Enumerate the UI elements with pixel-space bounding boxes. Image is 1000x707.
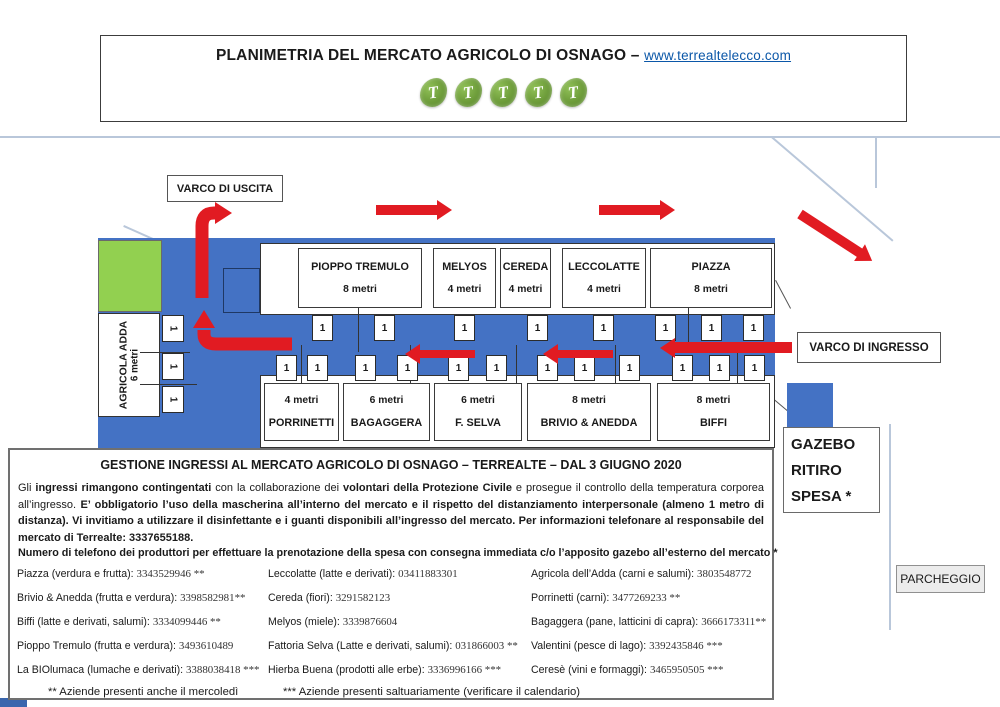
producer-phone: 3343529946 ** [136, 568, 205, 580]
spot-label: 1 [283, 362, 290, 374]
flow-arrow-right-2 [599, 200, 675, 220]
site-link[interactable]: www.terrealtelecco.com [644, 48, 792, 63]
producer-phone: 03411883301 [398, 568, 458, 580]
spot-label: 1 [314, 362, 321, 374]
stall [264, 383, 339, 441]
spot-label: 1 [679, 362, 686, 374]
producer-phone: 031866003 ** [455, 640, 518, 652]
info-title: GESTIONE INGRESSI AL MERCATO AGRICOLO DI OSNAGO – TERREALTE – DAL 3 GIUGNO 2020 [100, 458, 682, 472]
spot-marker [162, 353, 184, 380]
spot-label: 1 [493, 362, 500, 374]
leaf-letter: T [531, 81, 545, 103]
producer-label: Ceresè (vini e formaggi): [531, 664, 650, 676]
spot-label: 1 [404, 362, 411, 374]
producer-label: Leccolatte (latte e derivati): [268, 568, 399, 580]
terrealte-leaf-logo [560, 78, 587, 107]
road-line-vertical-right [889, 424, 891, 630]
terrealte-leaf-logo [420, 78, 447, 107]
spot-label: 1 [662, 322, 669, 334]
stall-size: 8 metri [694, 284, 728, 296]
stall-agricola-adda [98, 313, 160, 417]
producer-entry [531, 640, 723, 652]
leader-entry-diagonal [775, 280, 791, 309]
producer-label: Hierba Buena (prodotti alle erbe): [268, 664, 428, 676]
spot-label: 1 [708, 322, 715, 334]
producer-entry [531, 592, 680, 604]
producer-entry [17, 592, 245, 604]
stall-size: 4 metri [508, 284, 543, 296]
spot-label: 1 [581, 362, 588, 374]
producer-label: Valentini (pesce di lago): [531, 640, 650, 652]
gazebo-line-1: GAZEBO [791, 436, 856, 453]
spot-marker [744, 355, 765, 381]
producer-row [10, 568, 772, 592]
producer-label: Fattoria Selva (Latte e derivati, salumi): [268, 640, 456, 652]
producer-entry [268, 664, 501, 676]
spot-label: 1 [751, 362, 758, 374]
spot-marker [593, 315, 614, 341]
producer-entry [17, 616, 221, 628]
turn-arrow [190, 310, 292, 352]
stall-size: 4 metri [447, 284, 482, 296]
stall-name: BRIVIO & ANEDDA [540, 417, 638, 429]
stall-name: PIOPPO TREMULO [311, 260, 409, 273]
producer-phone: 3477269233 ** [612, 592, 681, 604]
spot-label: 1 [461, 322, 468, 334]
spot-marker [374, 315, 395, 341]
exit-arrow [188, 202, 232, 298]
info-paragraph: Gli ingressi rimangono contingentati con la collaborazione dei volontari della Protezione Civile e prosegue il controllo della temperatura corporea all’ingresso. E’ obbligatorio l’uso della mascherina all’interno del mercato e il rispetto del distanziamento interpersonale (almeno 1 metro di distanza). Vi invitiamo a utilizzare il disinfettante e i guanti disponibili all’ingresso del mercato. Per informazioni telefonare al responsabile del mercato di Terrealte: 3337655188. [18, 482, 765, 544]
spot-label: 1 [167, 325, 179, 332]
page-title-text: PLANIMETRIA DEL MERCATO AGRICOLO DI OSNAGO – [215, 47, 640, 64]
stall-name: CEREDA [502, 260, 549, 273]
producer-label: La BIOlumaca (lumache e derivati): [17, 664, 186, 676]
terrealte-leaf-logo [525, 78, 552, 107]
stall [650, 248, 772, 308]
spot-marker [355, 355, 376, 381]
spot-label: 1 [716, 362, 723, 374]
leaf-letter: T [461, 81, 475, 103]
producer-entry [268, 616, 397, 628]
producer-entry [268, 640, 518, 652]
stall-name: F. SELVA [455, 417, 501, 429]
producer-phone: 3388038418 *** [185, 664, 260, 676]
spot-marker [162, 386, 184, 413]
producer-entry [17, 640, 233, 652]
stall [434, 383, 522, 441]
stall-name: PIAZZA [691, 260, 731, 273]
spot-label: 1 [626, 362, 633, 374]
producer-row [10, 640, 772, 664]
lane-arrow-left-1 [405, 345, 475, 363]
exit-gate-label: VARCO DI USCITA [167, 175, 283, 202]
producer-phone: 3336996166 *** [427, 664, 502, 676]
producer-rows [10, 568, 772, 688]
spot-marker [672, 355, 693, 381]
producer-entry [268, 592, 390, 604]
leaf-letter: T [496, 81, 510, 103]
stall [433, 248, 496, 308]
producer-phone: 3291582123 [335, 592, 391, 604]
producer-label: Agricola dell’Adda (carni e salumi): [531, 568, 698, 580]
entry-arrow [660, 337, 792, 358]
leaf-letter: T [566, 81, 580, 103]
producer-phone: 3803548772 [697, 568, 752, 580]
stall [500, 248, 551, 308]
producer-row [10, 616, 772, 640]
spot-marker [527, 315, 548, 341]
spot-label: 1 [455, 362, 462, 374]
producer-entry [17, 568, 205, 580]
spot-label: 1 [534, 322, 541, 334]
producer-label: Piazza (verdura e frutta): [17, 568, 137, 580]
stall [657, 383, 770, 441]
producer-label: Brivio & Anedda (frutta e verdura): [17, 592, 181, 604]
producer-row [10, 664, 772, 688]
stall-name: PORRINETTI [268, 417, 335, 429]
stall-name: BAGAGGERA [350, 417, 423, 429]
stall-size: 4 metri [284, 395, 319, 406]
stall-size: 8 metri [343, 284, 377, 296]
spot-label: 1 [600, 322, 607, 334]
stall-size: 4 metri [587, 284, 621, 296]
spot-label: 1 [381, 322, 388, 334]
spot-marker [162, 315, 184, 342]
gazebo-line-2: RITIRO [791, 461, 842, 479]
footnotes [10, 686, 772, 704]
parking-label: PARCHEGGIO [896, 565, 985, 593]
leaf-letter: T [426, 81, 440, 103]
producer-phone: 3493610489 [178, 640, 234, 652]
road-line-vertical-top [875, 136, 877, 188]
producer-entry [531, 568, 752, 580]
stall-size: 6 metri [129, 348, 141, 382]
entry-gate-label: VARCO DI INGRESSO [797, 332, 941, 363]
spot-marker [709, 355, 730, 381]
stall [527, 383, 651, 441]
gazebo-line-3: SPESA * [791, 487, 852, 505]
stall-name: AGRICOLA ADDA [117, 320, 130, 410]
stall-size: 8 metri [572, 395, 606, 406]
footnote-occasional: *** Aziende presenti saltuariamente (verificare il calendario) [283, 686, 581, 698]
stall-size: 6 metri [461, 395, 495, 406]
stall [343, 383, 430, 441]
stall [298, 248, 422, 308]
info-box [8, 448, 778, 700]
green-area [98, 240, 162, 312]
producer-phone: 3339876604 [342, 616, 398, 628]
footnote-wednesday: ** Aziende presenti anche il mercoledì [48, 686, 239, 698]
stall-name: LECCOLATTE [568, 260, 640, 273]
producer-label: Porrinetti (carni): [531, 592, 613, 604]
producer-phone: 3666173311** [701, 616, 767, 628]
spot-marker [619, 355, 640, 381]
producer-entry [268, 568, 458, 580]
lane-arrow-left-2 [543, 345, 613, 363]
stall [562, 248, 646, 308]
spot-label: 1 [167, 396, 179, 403]
terrealte-leaf-logo [455, 78, 482, 107]
road-line-horizontal [0, 136, 1000, 138]
stall-size: 8 metri [696, 395, 731, 406]
producer-label: Pioppo Tremulo (frutta e verdura): [17, 640, 179, 652]
reservation-note: Numero di telefono dei produttori per effettuare la prenotazione della spesa con consegna immediata c/o l’apposito gazebo all’esterno del mercato * [18, 547, 778, 559]
producer-label: Melyos (miele): [268, 616, 343, 628]
producer-entry [17, 664, 260, 676]
producer-label: Cereda (fiori): [268, 592, 336, 604]
producer-entry [531, 616, 766, 628]
flow-arrow-right-1 [376, 200, 452, 220]
gazebo-square [787, 383, 833, 429]
producer-entry [531, 664, 723, 676]
spot-marker [312, 315, 333, 341]
spot-marker [486, 355, 507, 381]
stall-name: BIFFI [700, 417, 727, 429]
spot-marker [454, 315, 475, 341]
producer-phone: 3398582981** [180, 592, 246, 604]
spot-label: 1 [544, 362, 551, 374]
gazebo-pickup-label [783, 427, 880, 513]
stall-name: MELYOS [442, 260, 487, 273]
spot-label: 1 [167, 363, 179, 370]
leader-line [140, 384, 197, 385]
spot-label: 1 [319, 322, 326, 334]
header-box [100, 35, 907, 122]
producer-label: Bagaggera (pane, latticini di capra): [531, 616, 702, 628]
producer-label: Biffi (latte e derivati, salumi): [17, 616, 153, 628]
producer-phone: 3334099446 ** [152, 616, 221, 628]
producer-phone: 3392435846 *** [649, 640, 723, 652]
stall-size: 6 metri [369, 395, 404, 406]
terrealte-leaf-logo [490, 78, 517, 107]
producer-row [10, 592, 772, 616]
spot-label: 1 [750, 322, 757, 334]
spot-label: 1 [362, 362, 369, 374]
page-title [101, 47, 906, 65]
spot-marker [307, 355, 328, 381]
logo-row [101, 78, 906, 107]
producer-phone: 3465950505 *** [649, 664, 724, 676]
spot-marker [276, 355, 297, 381]
